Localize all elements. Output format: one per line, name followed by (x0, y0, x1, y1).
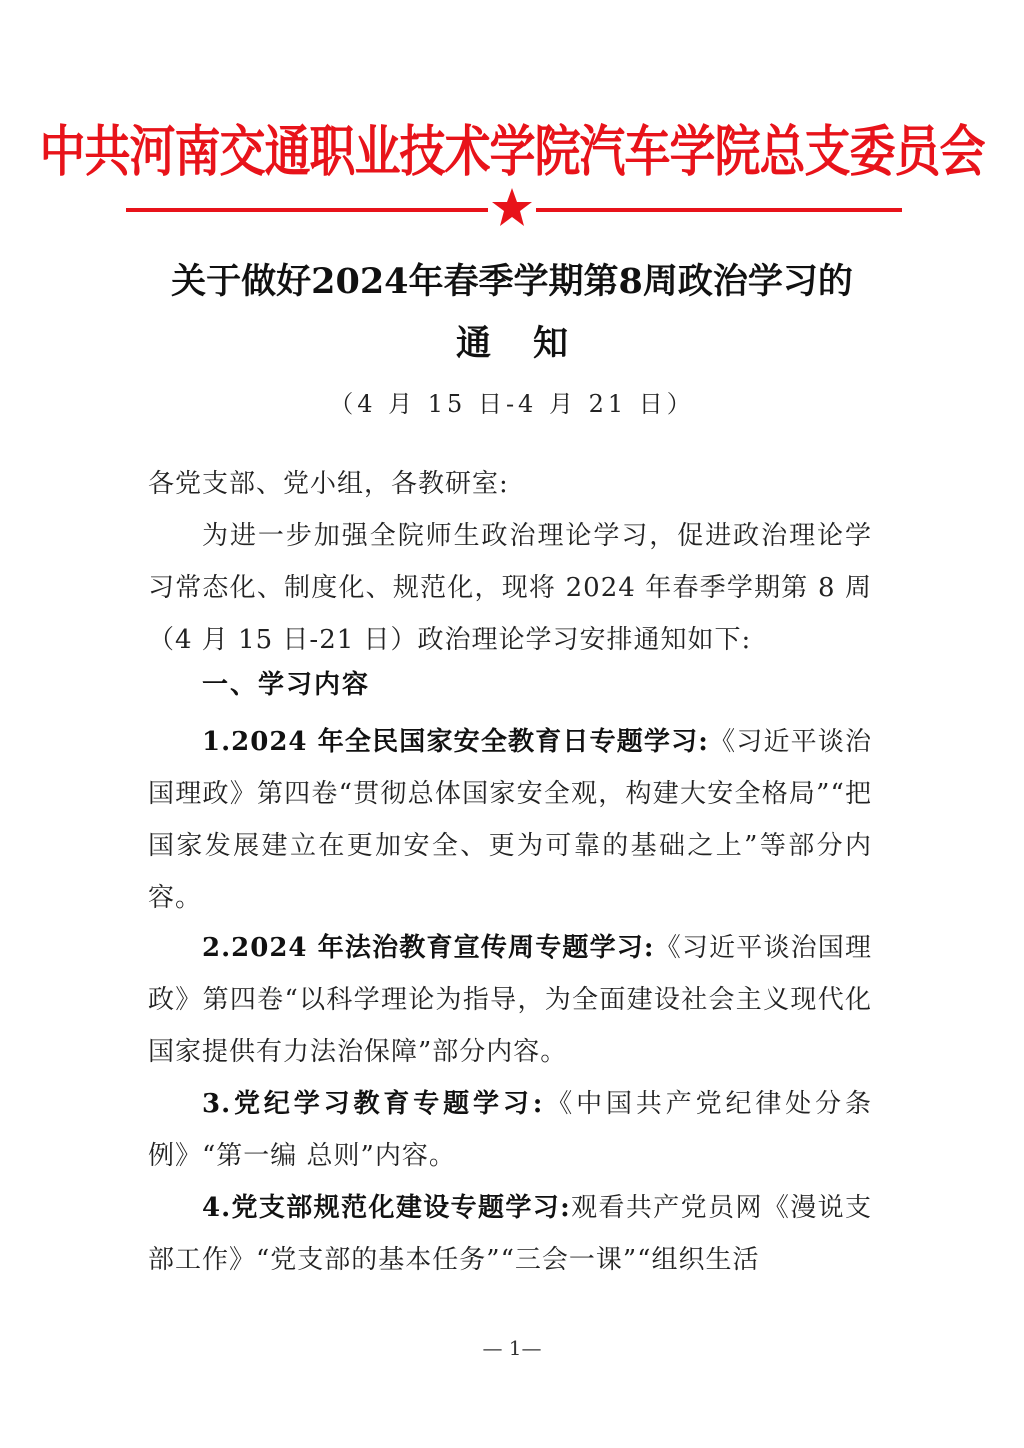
study-item-lead: 1.2024 年全民国家安全教育日专题学习: (202, 727, 709, 757)
intro-paragraph: 为进一步加强全院师生政治理论学习，促进政治理论学习常态化、制度化、规范化，现将 2024 年春季学期第 8 周（4 月 15 日-21 日）政治理论学习安排通知如下: (148, 521, 872, 655)
study-item-2 (148, 922, 872, 1078)
organization-header: 中共河南交通职业技术学院汽车学院总支委员会 (39, 118, 985, 184)
study-item-text: 《习近平谈治国理政》第四卷“贯彻总体国家安全观，构建大安全格局”“把国家发展建立在更加安全、更为可靠的基础之上”等部分内容。 (148, 727, 872, 913)
study-item-lead: 3.党纪学习教育专题学习: (202, 1089, 544, 1119)
study-item-text: 《中国共产党纪律处分条例》“第一编 总则”内容。 (148, 1089, 872, 1171)
header-divider-left (126, 208, 488, 212)
page-number: — 1— (482, 1336, 542, 1360)
red-star-icon (490, 186, 534, 230)
study-item-3 (148, 1078, 872, 1182)
date-range: （4 月 15 日-4 月 21 日） (329, 390, 695, 418)
section-heading: 一、学习内容 (202, 670, 371, 700)
study-item-text: 观看共产党员网《漫说支部工作》“党支部的基本任务”“三会一课”“组织生活 (148, 1193, 872, 1275)
study-item-text: 《习近平谈治国理政》第四卷“以科学理论为指导，为全面建设社会主义现代化国家提供有力法治保障”部分内容。 (148, 933, 872, 1067)
notice-title-line2: 通知 (455, 323, 610, 364)
study-item-lead: 4.党支部规范化建设专题学习: (202, 1193, 571, 1223)
salutation: 各党支部、党小组，各教研室: (148, 469, 509, 499)
study-item-4 (148, 1182, 872, 1286)
study-item-1 (148, 716, 872, 924)
header-divider-right (536, 208, 902, 212)
study-item-lead: 2.2024 年法治教育宣传周专题学习: (202, 933, 655, 963)
notice-title-line1: 关于做好2024年春季学期第8周政治学习的 (171, 261, 853, 302)
